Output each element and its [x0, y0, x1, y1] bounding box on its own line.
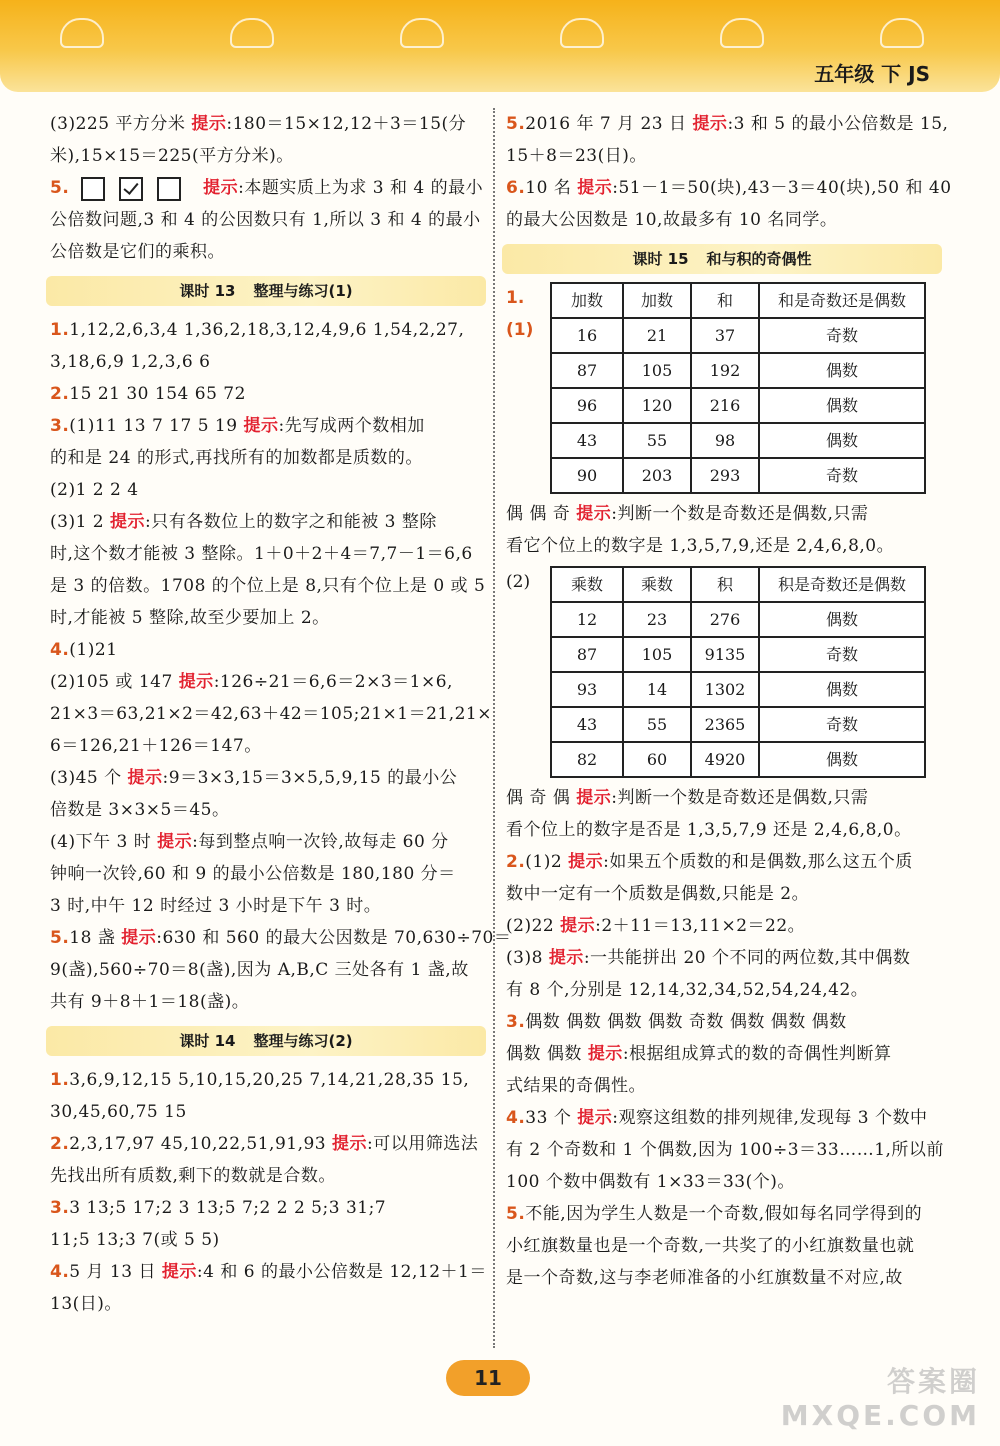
answer-text: 偶 偶 奇 — [506, 504, 577, 524]
question-number: 5. — [50, 178, 70, 198]
table-cell: 偶数 — [759, 423, 925, 458]
hint-label: 提示 — [587, 1044, 623, 1064]
question-number: 2. — [50, 384, 70, 404]
answer-text: (3)1 2 — [50, 512, 111, 532]
page-number: 11 — [446, 1360, 530, 1396]
question-number: 4. — [506, 1108, 526, 1128]
text-line — [50, 506, 490, 538]
product-parity-table — [550, 566, 926, 778]
table-cell: 奇数 — [759, 458, 925, 493]
table-cell: 4920 — [691, 742, 759, 777]
answer-text: 偶数 偶数 偶数 偶数 奇数 偶数 偶数 偶数 — [525, 1012, 847, 1032]
cloud-icon — [400, 18, 444, 48]
text-line — [506, 1134, 946, 1166]
text-line — [506, 814, 946, 846]
hint-label: 提示 — [548, 948, 584, 968]
hint-text: :先写成两个数相加 — [278, 416, 425, 436]
hint-text: :9＝3×3,15＝3×5,5,9,15 的最小公 — [162, 768, 458, 788]
question-number: 5. — [506, 114, 526, 134]
answer-text: 100 个数中偶数有 1×33＝33(个)。 — [506, 1172, 795, 1192]
lesson-title: 整理与练习(2) — [253, 1032, 353, 1050]
answer-text: 21×3＝63,21×2＝42,63＋42＝105;21×1＝21,21× — [50, 704, 492, 724]
answer-text: 6＝126,21＋126＝147。 — [50, 736, 262, 756]
answer-text: (3)45 个 — [50, 768, 128, 788]
hint-label: 提示 — [127, 768, 163, 788]
answer-text: 米),15×15＝225(平方分米)。 — [50, 146, 294, 166]
q5-line — [50, 172, 490, 204]
text-line — [506, 974, 946, 1006]
hint-label: 提示 — [576, 788, 612, 808]
table-cell: 192 — [691, 353, 759, 388]
answer-text: 数中一定有一个质数是偶数,只能是 2。 — [506, 884, 810, 904]
table-cell: 98 — [691, 423, 759, 458]
hint-text: :4 和 6 的最小公倍数是 12,12＋1＝ — [196, 1262, 487, 1282]
text-line — [50, 140, 490, 172]
text-line — [50, 1192, 490, 1224]
hint-text: :如果五个质数的和是偶数,那么这五个质 — [603, 852, 913, 872]
text-line — [50, 762, 490, 794]
table-cell: 21 — [623, 318, 691, 353]
table-header-cell: 积是奇数还是偶数 — [759, 567, 925, 602]
answer-text: (3)8 — [506, 948, 549, 968]
answer-text: 看个位上的数字是否是 1,3,5,7,9 还是 2,4,6,8,0。 — [506, 820, 912, 840]
left-column — [50, 108, 512, 1320]
table-cell: 90 — [551, 458, 623, 493]
site-watermark: 答案圈 MXQE.COM — [780, 1365, 980, 1432]
hint-text: :一共能拼出 20 个不同的两位数,其中偶数 — [583, 948, 911, 968]
text-line — [506, 878, 946, 910]
cloud-icon — [720, 18, 764, 48]
hint-label: 提示 — [110, 512, 146, 532]
table-cell: 96 — [551, 388, 623, 423]
question-number: 2. — [50, 1134, 70, 1154]
text-line — [506, 1102, 946, 1134]
text-line — [50, 794, 490, 826]
hint-label: 提示 — [332, 1134, 368, 1154]
grade-label: 五年级 下 JS — [814, 62, 930, 86]
answer-text: (1)11 13 7 17 5 19 — [69, 416, 244, 436]
table-row — [551, 672, 925, 707]
answer-text: (4)下午 3 时 — [50, 832, 158, 852]
table-cell: 203 — [623, 458, 691, 493]
hint-text: :判断一个数是奇数还是偶数,只需 — [611, 504, 869, 524]
hint-text: :只有各数位上的数字之和能被 3 整除 — [145, 512, 437, 532]
answer-text: 1,12,2,6,3,4 1,36,2,18,3,12,4,9,6 1,54,2,27, — [69, 320, 465, 340]
answer-checkboxes — [81, 177, 181, 201]
section-heading-lesson13 — [46, 276, 486, 306]
table-cell: 93 — [551, 672, 623, 707]
question-number: 3. — [50, 1198, 70, 1218]
question-number: 4. — [50, 1262, 70, 1282]
answer-text: (2)22 — [506, 916, 561, 936]
answer-text: 先找出所有质数,剩下的数就是合数。 — [50, 1166, 336, 1186]
text-line — [506, 204, 946, 236]
table-cell: 37 — [691, 318, 759, 353]
text-line — [50, 1064, 490, 1096]
question-number: 1. — [50, 320, 70, 340]
text-line — [50, 570, 490, 602]
table-row — [551, 353, 925, 388]
table-cell: 120 — [623, 388, 691, 423]
table-cell: 105 — [623, 637, 691, 672]
text-line — [506, 1166, 946, 1198]
text-line — [506, 910, 946, 942]
text-line — [50, 730, 490, 762]
answer-text: 3 时,中午 12 时经过 3 小时是下午 3 时。 — [50, 896, 382, 916]
text-line — [50, 826, 490, 858]
answer-text: 5 月 13 日 — [69, 1262, 162, 1282]
question-number: 2. — [506, 852, 526, 872]
table-cell: 105 — [623, 353, 691, 388]
text-line — [50, 634, 490, 666]
table-cell: 16 — [551, 318, 623, 353]
answer-text: 15＋8＝23(日)。 — [506, 146, 647, 166]
table-row — [551, 388, 925, 423]
text-line — [506, 140, 946, 172]
hint-text: :每到整点响一次铃,故每走 60 分 — [192, 832, 449, 852]
table-cell: 9135 — [691, 637, 759, 672]
answer-text: 钟响一次铃,60 和 9 的最小公倍数是 180,180 分＝ — [50, 864, 456, 884]
hint-text: :根据组成算式的数的奇偶性判断算 — [622, 1044, 892, 1064]
answer-text: 不能,因为学生人数是一个奇数,假如每名同学得到的 — [525, 1204, 923, 1224]
lesson-title: 和与积的奇偶性 — [706, 250, 812, 268]
answer-text: 9(盏),560÷70＝8(盏),因为 A,B,C 三处各有 1 盏,故 — [50, 960, 469, 980]
lesson-number: 课时 14 — [179, 1032, 236, 1050]
answer-text: 共有 9＋8＋1＝18(盏)。 — [50, 992, 250, 1012]
text-line — [50, 986, 490, 1018]
text-line — [50, 954, 490, 986]
checked-box-icon — [119, 177, 143, 201]
table-cell: 奇数 — [759, 707, 925, 742]
table-header-cell: 加数 — [551, 283, 623, 318]
hint-label: 提示 — [157, 832, 193, 852]
section-heading-lesson14 — [46, 1026, 486, 1056]
answer-text: 33 个 — [525, 1108, 578, 1128]
answer-text: 的和是 24 的形式,再找所有的加数都是质数的。 — [50, 448, 423, 468]
answer-text: 的最大公因数是 10,故最多有 10 名同学。 — [506, 210, 838, 230]
column-divider — [493, 108, 495, 1348]
hint-text: :判断一个数是奇数还是偶数,只需 — [611, 788, 869, 808]
answer-text: (2)1 2 2 4 — [50, 480, 139, 500]
table-header-cell: 乘数 — [551, 567, 623, 602]
table-cell: 偶数 — [759, 672, 925, 707]
answer-text: 10 名 — [525, 178, 578, 198]
text-line — [506, 1038, 946, 1070]
text-line — [50, 666, 490, 698]
question-number: 3. — [50, 416, 70, 436]
table-cell: 偶数 — [759, 353, 925, 388]
lesson-title: 整理与练习(1) — [253, 282, 353, 300]
sum-parity-table — [550, 282, 926, 494]
cloud-icon — [60, 18, 104, 48]
text-line — [506, 530, 946, 562]
header-banner — [0, 0, 1000, 92]
right-column — [506, 108, 952, 1294]
text-line — [50, 314, 490, 346]
table-header-cell: 和是奇数还是偶数 — [759, 283, 925, 318]
answer-text: 偶 奇 偶 — [506, 788, 577, 808]
text-line — [50, 378, 490, 410]
table-row — [551, 707, 925, 742]
cloud-icon — [230, 18, 274, 48]
text-line — [50, 108, 490, 140]
table-cell: 43 — [551, 423, 623, 458]
table-cell: 55 — [623, 423, 691, 458]
table-cell: 偶数 — [759, 602, 925, 637]
hint-text: :630 和 560 的最大公因数是 70,630÷70＝ — [156, 928, 512, 948]
text-line — [50, 1096, 490, 1128]
answer-text: (1)21 — [69, 640, 118, 660]
hint-text: :2＋11＝13,11×2＝22。 — [595, 916, 806, 936]
text-line — [506, 498, 946, 530]
table-cell: 43 — [551, 707, 623, 742]
answer-text: 13(日)。 — [50, 1294, 122, 1314]
table-row — [551, 423, 925, 458]
table-row — [551, 458, 925, 493]
text-line: 公倍数是它们的乘积。 — [50, 242, 225, 262]
hint-text: :126÷21＝6,6＝2×3＝1×6, — [213, 672, 453, 692]
text-line — [50, 890, 490, 922]
table-cell: 55 — [623, 707, 691, 742]
table-cell: 87 — [551, 637, 623, 672]
answer-text: 时,才能被 5 整除,故至少要加上 2。 — [50, 608, 330, 628]
question-number: 1. — [50, 1070, 70, 1090]
text-line — [50, 602, 490, 634]
lesson-number: 课时 13 — [179, 282, 236, 300]
hint-label: 提示 — [577, 178, 613, 198]
text-line — [50, 922, 512, 954]
table-cell: 23 — [623, 602, 691, 637]
text-line — [50, 346, 490, 378]
hint-label: 提示 — [121, 928, 157, 948]
answer-text: 偶数 偶数 — [506, 1044, 588, 1064]
text-line — [50, 1256, 490, 1288]
hint-text: :180＝15×12,12＋3＝15(分 — [226, 114, 467, 134]
text-line — [50, 1128, 490, 1160]
answer-text: (1)2 — [525, 852, 569, 872]
table-cell: 1302 — [691, 672, 759, 707]
hint-label: 提示 — [191, 114, 227, 134]
table-cell: 60 — [623, 742, 691, 777]
empty-box-icon — [81, 177, 105, 201]
lesson-number: 课时 15 — [632, 250, 689, 268]
answer-text: 式结果的奇偶性。 — [506, 1076, 646, 1096]
answer-text: 30,45,60,75 15 — [50, 1102, 187, 1122]
table-header-cell: 乘数 — [623, 567, 691, 602]
hint-label: 提示 — [692, 114, 728, 134]
table-cell: 87 — [551, 353, 623, 388]
table-cell: 276 — [691, 602, 759, 637]
text-line — [506, 1198, 946, 1230]
text-line — [506, 942, 946, 974]
answer-text: 2016 年 7 月 23 日 — [525, 114, 693, 134]
text-line — [50, 442, 490, 474]
hint-label: 提示 — [178, 672, 214, 692]
text-line — [50, 538, 490, 570]
text-line — [506, 172, 952, 204]
answer-text: 是一个奇数,这与李老师准备的小红旗数量不对应,故 — [506, 1268, 903, 1288]
section-heading-lesson15 — [502, 244, 942, 274]
table-cell: 293 — [691, 458, 759, 493]
text-line — [506, 108, 949, 140]
hint-text: :51－1＝50(块),43－3＝40(块),50 和 40 — [612, 178, 952, 198]
hint-label: 提示 — [560, 916, 596, 936]
answer-text: (3)225 平方分米 — [50, 114, 192, 134]
answer-text: 看它个位上的数字是 1,3,5,7,9,还是 2,4,6,8,0。 — [506, 536, 895, 556]
answer-text: (2)105 或 147 — [50, 672, 179, 692]
table-header-cell: 和 — [691, 283, 759, 318]
table-label: (2) — [506, 572, 531, 592]
text-line — [506, 782, 946, 814]
table-cell: 偶数 — [759, 388, 925, 423]
product-parity-table-block — [506, 566, 946, 778]
table-cell: 偶数 — [759, 742, 925, 777]
table-label: 1.(1) — [506, 288, 534, 340]
answer-text: 3,6,9,12,15 5,10,15,20,25 7,14,21,28,35 15, — [69, 1070, 470, 1090]
text-line — [506, 1230, 946, 1262]
answer-text: 18 盏 — [69, 928, 122, 948]
hint-text: :可以用筛选法 — [367, 1134, 479, 1154]
table-cell: 奇数 — [759, 637, 925, 672]
text-line — [50, 1224, 490, 1256]
answer-text: 有 2 个奇数和 1 个偶数,因为 100÷3＝33……1,所以前 — [506, 1140, 944, 1160]
hint-label: 提示 — [243, 416, 279, 436]
hint-text: :3 和 5 的最小公倍数是 15, — [727, 114, 949, 134]
text-line — [50, 474, 490, 506]
hint-label: 提示 — [161, 1262, 197, 1282]
answer-text: 是 3 的倍数。1708 的个位上是 8,只有个位上是 0 或 5 — [50, 576, 486, 596]
sum-parity-table-block — [506, 282, 946, 494]
text-line — [50, 858, 490, 890]
table-header-cell: 积 — [691, 567, 759, 602]
text-line — [50, 410, 490, 442]
table-cell: 12 — [551, 602, 623, 637]
hint-label: 提示 — [577, 1108, 613, 1128]
table-cell: 216 — [691, 388, 759, 423]
table-row — [551, 637, 925, 672]
table-row — [551, 318, 925, 353]
answer-text: 倍数是 3×3×5＝45。 — [50, 800, 230, 820]
table-header-cell: 加数 — [623, 283, 691, 318]
question-number: 3. — [506, 1012, 526, 1032]
text-line — [506, 1262, 946, 1294]
answer-text: 时,这个数才能被 3 整除。1＋0＋2＋4＝7,7－1＝6,6 — [50, 544, 473, 564]
answer-text: 有 8 个,分别是 12,14,32,34,52,54,24,42。 — [506, 980, 869, 1000]
table-row — [551, 742, 925, 777]
question-number: 5. — [506, 1204, 526, 1224]
cloud-icon — [880, 18, 924, 48]
answer-text: 小红旗数量也是一个奇数,一共奖了的小红旗数量也就 — [506, 1236, 915, 1256]
table-row — [551, 602, 925, 637]
hint-label: 提示 — [203, 178, 239, 198]
table-cell: 2365 — [691, 707, 759, 742]
question-number: 5. — [50, 928, 70, 948]
text-line — [506, 1070, 946, 1102]
hint-text: :本题实质上为求 3 和 4 的最小 — [238, 178, 484, 198]
text-line — [50, 698, 490, 730]
hint-label: 提示 — [576, 504, 612, 524]
answer-text: 3 13;5 17;2 3 13;5 7;2 2 2 5;3 31;7 — [69, 1198, 387, 1218]
answer-text: 15 21 30 154 65 72 — [69, 384, 246, 404]
answer-text: 2,3,17,97 45,10,22,51,91,93 — [69, 1134, 333, 1154]
answer-text: 3,18,6,9 1,2,3,6 6 — [50, 352, 211, 372]
text-line — [50, 1160, 490, 1192]
hint-text: :观察这组数的排列规律,发现每 3 个数中 — [612, 1108, 928, 1128]
table-cell: 82 — [551, 742, 623, 777]
question-number: 4. — [50, 640, 70, 660]
text-line — [50, 1288, 490, 1320]
table-cell: 奇数 — [759, 318, 925, 353]
text-line: 公倍数问题,3 和 4 的公因数只有 1,所以 3 和 4 的最小 — [50, 210, 481, 230]
text-line — [506, 1006, 946, 1038]
question-number: 6. — [506, 178, 526, 198]
hint-label: 提示 — [568, 852, 604, 872]
cloud-icon — [560, 18, 604, 48]
text-line — [506, 846, 946, 878]
empty-box-icon — [157, 177, 181, 201]
table-cell: 14 — [623, 672, 691, 707]
answer-text: 11;5 13;3 7(或 5 5) — [50, 1230, 220, 1250]
